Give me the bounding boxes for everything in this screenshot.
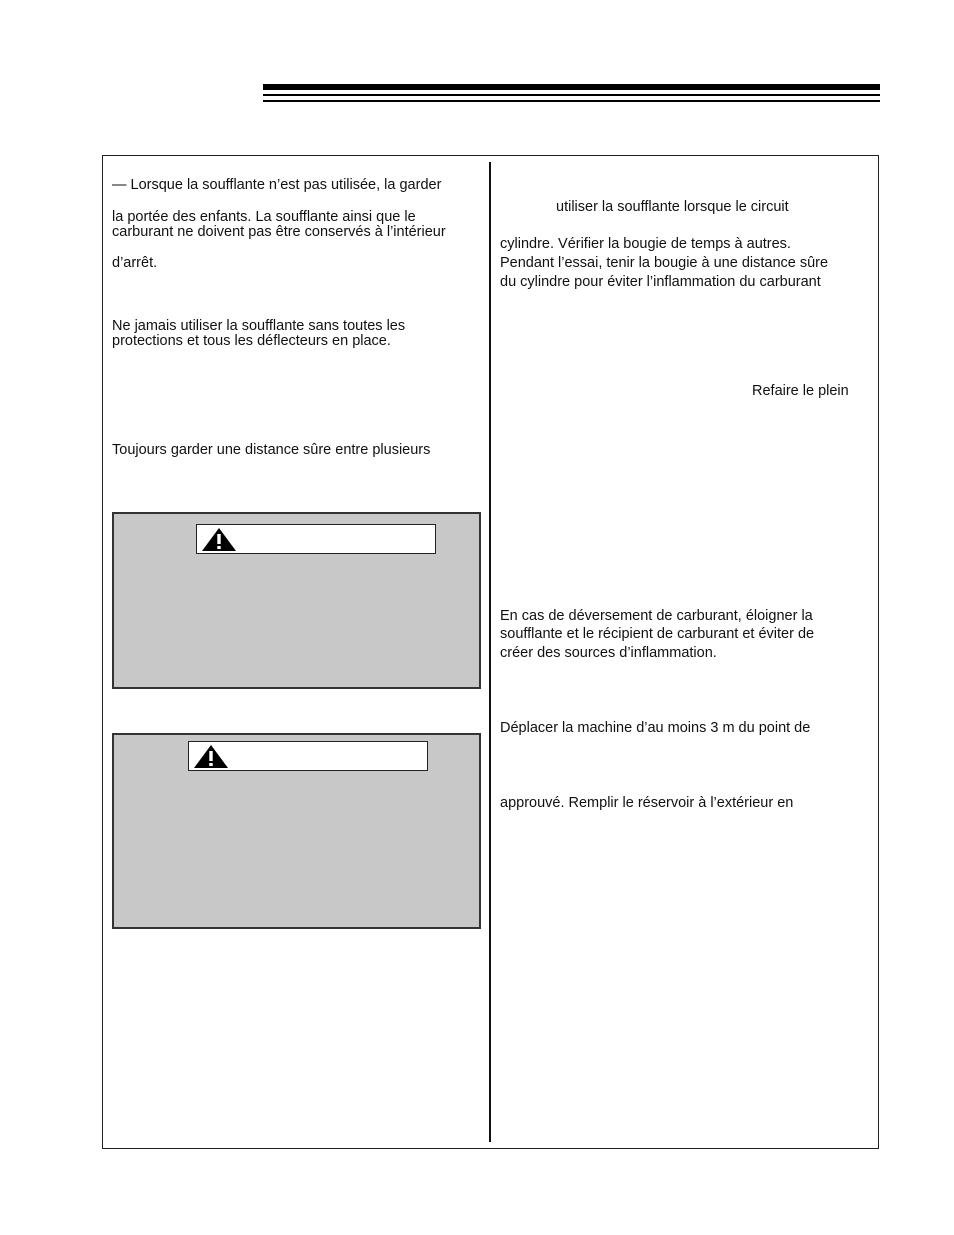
right-p1-line1: utiliser la soufflante lorsque le circuit	[556, 199, 789, 215]
warning-box-2	[112, 733, 481, 929]
left-p2-line1: Ne jamais utiliser la soufflante sans toutes les	[112, 318, 406, 334]
left-p1-line4: d’arrêt.	[112, 255, 158, 271]
header-rule-thin-2	[263, 100, 880, 102]
header-rule-thin-1	[263, 94, 880, 96]
header-rule-thick	[263, 84, 880, 90]
warning-box-1	[112, 512, 481, 689]
warning-triangle-icon	[193, 744, 229, 769]
right-p3-line3: créer des sources d’inflammation.	[500, 645, 717, 661]
left-p1-line2: la portée des enfants. La soufflante ainsi que le	[112, 209, 416, 225]
left-p2-line2: protections et tous les déflecteurs en place.	[112, 333, 391, 349]
warning-triangle-icon	[201, 527, 237, 552]
right-p2-line1: Refaire le plein	[752, 383, 849, 399]
left-p1-line1: — Lorsque la soufflante n’est pas utilisée, la garder	[112, 177, 442, 193]
left-p1-line3: carburant ne doivent pas être conservés à l’intérieur	[112, 224, 446, 240]
column-divider	[489, 162, 491, 1142]
left-p3-line1: Toujours garder une distance sûre entre plusieurs	[112, 442, 431, 458]
warning-label-2	[188, 741, 428, 771]
right-p4-line1: Déplacer la machine d’au moins 3 m du point de	[500, 720, 811, 736]
right-p5-line1: approuvé. Remplir le réservoir à l’extérieur en	[500, 795, 794, 811]
right-p1-line3: Pendant l’essai, tenir la bougie à une distance sûre	[500, 255, 829, 271]
right-p1-line2: cylindre. Vérifier la bougie de temps à autres.	[500, 236, 791, 252]
right-p3-line1: En cas de déversement de carburant, éloigner la	[500, 608, 813, 624]
warning-label-1	[196, 524, 436, 554]
right-p3-line2: soufflante et le récipient de carburant et éviter de	[500, 626, 815, 642]
right-p1-line4: du cylindre pour éviter l’inflammation du carburant	[500, 274, 821, 290]
